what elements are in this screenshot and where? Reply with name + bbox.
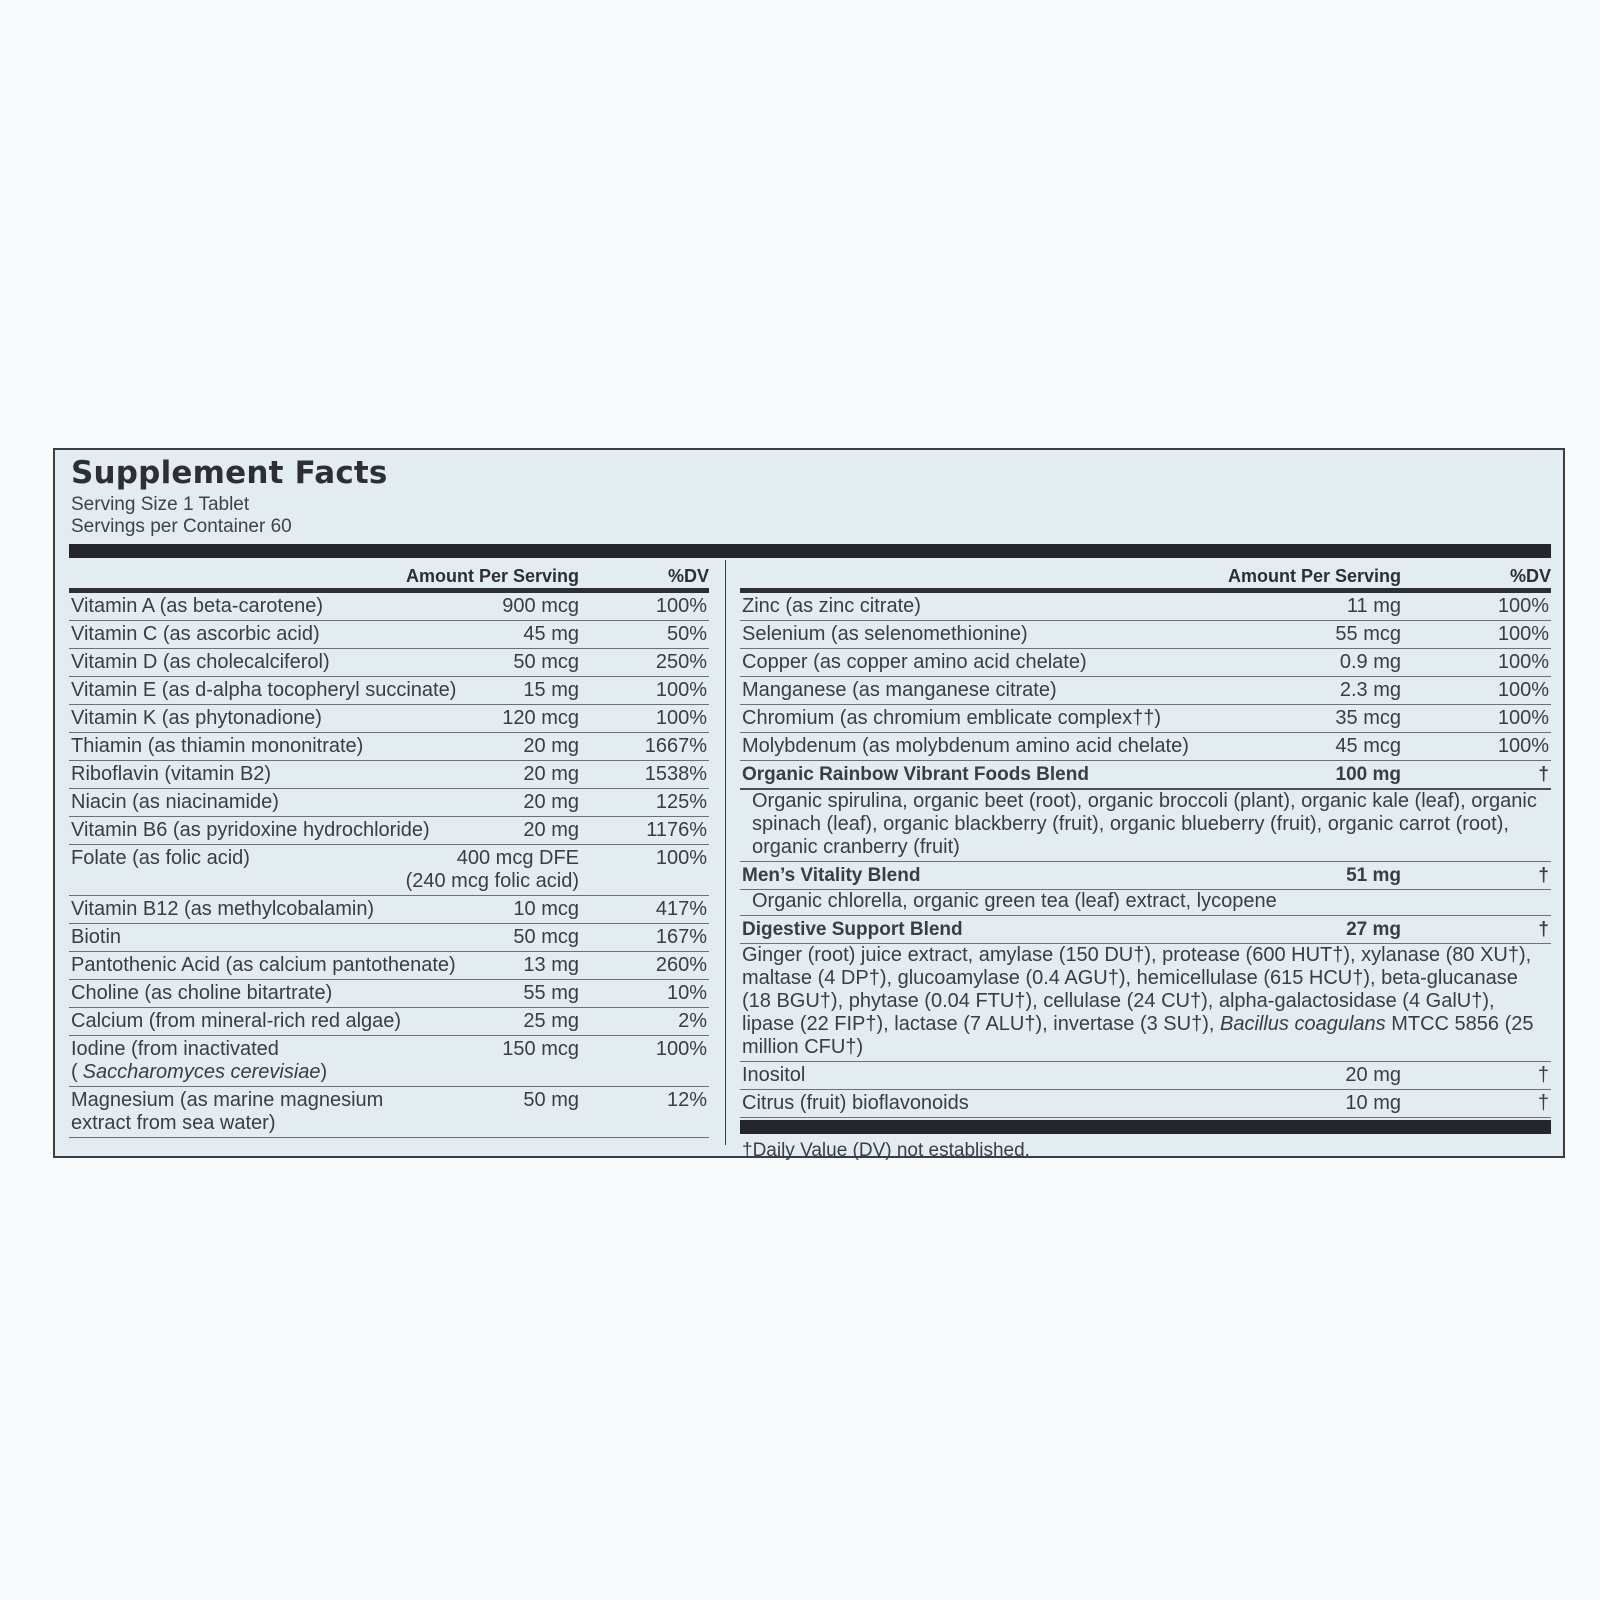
panel-title: Supplement Facts [71,455,388,491]
nutrient-amount: 20 mg [523,791,579,813]
nutrient-dv: 1176% [646,819,707,841]
nutrient-amount: 10 mcg [513,898,579,920]
nutrient-amount: 10 mg [1345,1092,1401,1114]
nutrient-name: Molybdenum (as molybdenum amino acid chelate) [742,735,1189,757]
nutrient-amount: 20 mg [1345,1064,1401,1086]
nutrient-amount: 35 mcg [1335,707,1401,729]
blend-row-rainbow [740,761,1551,790]
nutrient-row-magnesium [69,1087,709,1138]
blend-name: Digestive Support Blend [742,919,963,940]
left-header [69,560,709,593]
nutrient-amount: 2.3 mg [1339,679,1401,701]
nutrient-amount: 45 mg [523,623,579,645]
nutrient-dv: 100% [1497,651,1549,673]
nutrient-name-sub: Saccharomyces cerevisiae [82,1061,321,1083]
nutrient-name: Niacin (as niacinamide) [71,791,279,813]
blend-row-vitality [740,862,1551,890]
blend-amount: 51 mg [1346,865,1401,886]
nutrient-name: Pantothenic Acid (as calcium pantothenate) [71,954,456,976]
nutrient-row [740,705,1551,733]
footnote: †Daily Value (DV) not established. [742,1140,1030,1161]
nutrient-dv: 1667% [644,735,707,757]
nutrient-dv: 2% [678,1010,707,1032]
nutrient-row-iodine: Iodine (from inactivated ( Saccharomyces cerevisiae) 150 mcg 100% [69,1036,709,1087]
nutrient-row [740,593,1551,621]
nutrient-name: Vitamin B12 (as methylcobalamin) [71,898,375,920]
nutrient-name: Chromium (as chromium emblicate complex††) [742,707,1162,729]
nutrient-dv: 100% [655,595,707,617]
nutrient-amount: 50 mcg [513,651,579,673]
nutrient-dv: 100% [655,847,707,869]
blend-name: Men’s Vitality Blend [742,865,921,886]
nutrient-row [69,705,709,733]
nutrient-amount: 20 mg [523,735,579,757]
nutrient-row [69,980,709,1008]
nutrient-name: Riboflavin (vitamin B2) [71,763,272,785]
nutrient-name: Manganese (as manganese citrate) [742,679,1057,701]
nutrient-row [69,789,709,817]
nutrient-dv: † [1537,1092,1549,1114]
nutrient-dv: 125% [655,791,707,813]
nutrient-dv: 100% [1497,623,1549,645]
nutrient-amount: 120 mcg [502,707,579,729]
blend-dv: † [1538,919,1549,940]
nutrient-name: Choline (as choline bitartrate) [71,982,333,1004]
nutrient-amount: 11 mg [1346,595,1401,617]
serving-size: Serving Size 1 Tablet [71,494,250,515]
nutrient-dv: † [1537,1064,1549,1086]
blend-dv: † [1538,865,1549,886]
nutrient-name: Iodine (from inactivated [71,1038,279,1060]
nutrient-dv: 250% [655,651,707,673]
nutrient-dv: 167% [655,926,707,948]
nutrient-dv: 100% [1497,595,1549,617]
nutrient-row [740,677,1551,705]
nutrient-amount: 45 mcg [1335,735,1401,757]
nutrient-name: Selenium (as selenomethionine) [742,623,1028,645]
column-divider [725,560,726,1145]
nutrient-name: Vitamin A (as beta-carotene) [71,595,323,617]
nutrient-amount: 55 mg [523,982,579,1004]
supplement-facts-panel [53,448,1565,1161]
dv-header: %DV [1509,566,1551,586]
blend-amount: 100 mg [1335,764,1401,785]
blend-description: Organic spirulina, organic beet (root), organic broccoli (plant), organic kale (leaf), organic spinach (leaf), organic blackberry (fruit), organic blueberry (fruit), organic carrot (root), organic cranberry (fruit) [740,790,1551,862]
nutrient-dv: 100% [655,1038,707,1060]
nutrient-row [69,952,709,980]
nutrient-dv: 1538% [644,763,707,785]
nutrient-row [740,621,1551,649]
nutrient-amount: 20 mg [523,819,579,841]
bottom-divider-bar [740,1120,1551,1134]
nutrient-name: Inositol [742,1064,806,1086]
nutrient-row-folate [69,845,709,896]
nutrient-dv: 100% [1497,735,1549,757]
nutrient-name: Citrus (fruit) bioflavonoids [742,1092,969,1114]
nutrient-row [69,733,709,761]
nutrient-dv: 12% [666,1089,707,1111]
nutrient-name: Magnesium (as marine magnesium [71,1089,384,1111]
nutrient-amount: 20 mg [523,763,579,785]
nutrient-dv: 100% [1497,679,1549,701]
nutrient-row [69,761,709,789]
nutrient-row [740,733,1551,761]
nutrient-row [69,621,709,649]
nutrient-row [69,649,709,677]
blend-name: Organic Rainbow Vibrant Foods Blend [742,764,1089,785]
nutrient-amount: 0.9 mg [1339,651,1401,673]
top-divider-bar [69,544,1551,558]
nutrient-dv: 100% [1497,707,1549,729]
nutrient-amount: 13 mg [523,954,579,976]
nutrient-name: Vitamin B6 (as pyridoxine hydrochloride) [71,819,430,841]
nutrient-amount: 25 mg [523,1010,579,1032]
nutrient-row [740,1090,1551,1118]
nutrient-name: Vitamin K (as phytonadione) [71,707,322,729]
left-column [69,560,709,1138]
nutrient-amount: 55 mcg [1335,623,1401,645]
nutrient-name: Zinc (as zinc citrate) [742,595,921,617]
nutrient-row [69,896,709,924]
nutrient-name: Copper (as copper amino acid chelate) [742,651,1087,673]
blend-row-digestive [740,916,1551,944]
nutrient-name: Thiamin (as thiamin mononitrate) [71,735,364,757]
nutrient-amount: 400 mcg DFE [456,847,579,869]
right-column [740,560,1551,1162]
servings-per-container: Servings per Container 60 [71,516,292,537]
nutrient-name: Calcium (from mineral-rich red algae) [71,1010,402,1032]
dv-header: %DV [667,566,709,586]
nutrient-amount: 150 mcg [502,1038,579,1060]
nutrient-row [740,649,1551,677]
nutrient-name: Biotin [71,926,122,948]
nutrient-amount: 50 mcg [513,926,579,948]
nutrient-name-sub: extract from sea water) [71,1112,276,1134]
nutrient-dv: 417% [655,898,707,920]
nutrient-row [69,593,709,621]
nutrient-row [69,817,709,845]
nutrient-row [740,1062,1551,1090]
nutrient-name: Vitamin E (as d-alpha tocopheryl succinate) [71,679,457,701]
blend-amount: 27 mg [1346,919,1401,940]
nutrient-name: Vitamin C (as ascorbic acid) [71,623,320,645]
amount-header: Amount Per Serving [405,566,579,586]
nutrient-row [69,1008,709,1036]
nutrient-dv: 100% [655,679,707,701]
amount-header: Amount Per Serving [1227,566,1401,586]
blend-description: Ginger (root) juice extract, amylase (150 DU†), protease (600 HUT†), xylanase (80 XU†), maltase (4 DP†), glucoamylase (0.4 AGU†), hemicellulase (615 HCU†), beta-glucanase (18 BGU†), phytase (0.04 FTU†), cellulase (24 CU†), alpha-galactosidase (4 GalU†), lipase (22 FIP†), lactase (7 ALU†), invertase (3 SU†), Bacillus coagulans MTCC 5856 (25 million CFU†) [740,944,1551,1062]
blend-description: Organic chlorella, organic green tea (leaf) extract, lycopene [740,890,1551,916]
nutrient-dv: 50% [666,623,707,645]
nutrient-name: Folate (as folic acid) [71,847,250,869]
nutrient-amount-sub: (240 mcg folic acid) [405,870,579,892]
nutrient-dv: 10% [666,982,707,1004]
nutrient-amount: 15 mg [523,679,579,701]
nutrient-row [69,924,709,952]
nutrient-name: Vitamin D (as cholecalciferol) [71,651,330,673]
nutrient-row [69,677,709,705]
nutrient-dv: 100% [655,707,707,729]
blend-dv: † [1538,764,1549,785]
nutrient-amount: 900 mcg [502,595,579,617]
right-header [740,560,1551,593]
nutrient-amount: 50 mg [523,1089,579,1111]
nutrient-dv: 260% [655,954,707,976]
